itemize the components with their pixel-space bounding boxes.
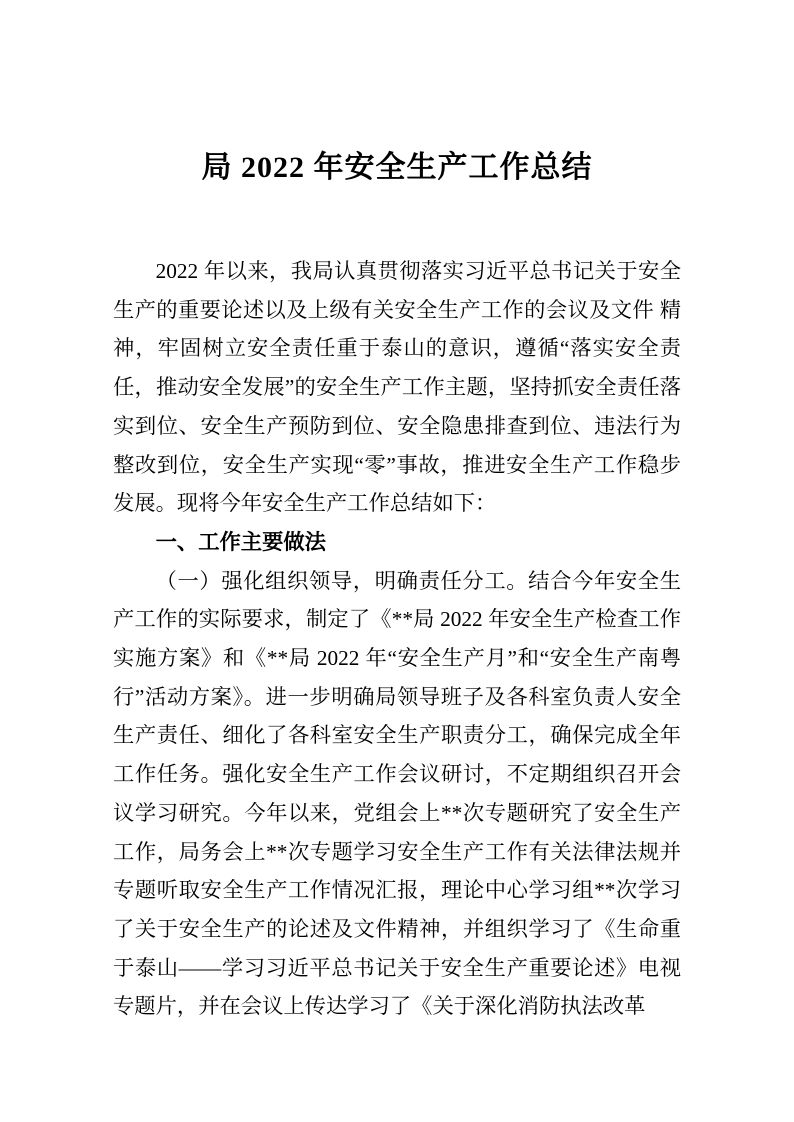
paragraph-section-one: （一）强化组织领导，明确责任分工。结合今年安全生产工作的实际要求，制定了《**局 2022 年安全生产检查工作实施方案》和《**局 2022 年“安全生产月”和“安全生产南粤行”活动方案》。进一步明确局领导班子及各科室负责人安全生产责任、细化了各科室安全生产职责分工，确保完成全年工作任务。强化安全生产工作会议研讨，不定期组织召开会议学习研究。今年以来，党组会上**次专题研究了安全生产工作，局务会上**次专题学习安全生产工作有关法律法规并专题听取安全生产工作情况汇报，理论中心学习组**次学习了关于安全生产的论述及文件精神，并组织学习了《生命重于泰山——学习习近平总书记关于安全生产重要论述》电视专题片，并在会议上传达学习了《关于深化消防执法改革 — [113, 568, 681, 1019]
paragraph-intro: 2022 年以来，我局认真贯彻落实习近平总书记关于安全生产的重要论述以及上级有关安全生产工作的会议及文件 精神，牢固树立安全责任重于泰山的意识，遵循“落实安全责任，推动安全发展”的安全生产工作主题，坚持抓安全责任落实到位、安全生产预防到位、安全隐患排查到位、违法行为整改到位，安全生产实现“零”事故，推进安全生产工作稳步发展。现将今年安全生产工作总结如下： — [113, 259, 681, 516]
document-title: 局 2022 年安全生产工作总结 — [201, 151, 593, 184]
section-heading-main-practices: 一、工作主要做法 — [155, 529, 326, 554]
